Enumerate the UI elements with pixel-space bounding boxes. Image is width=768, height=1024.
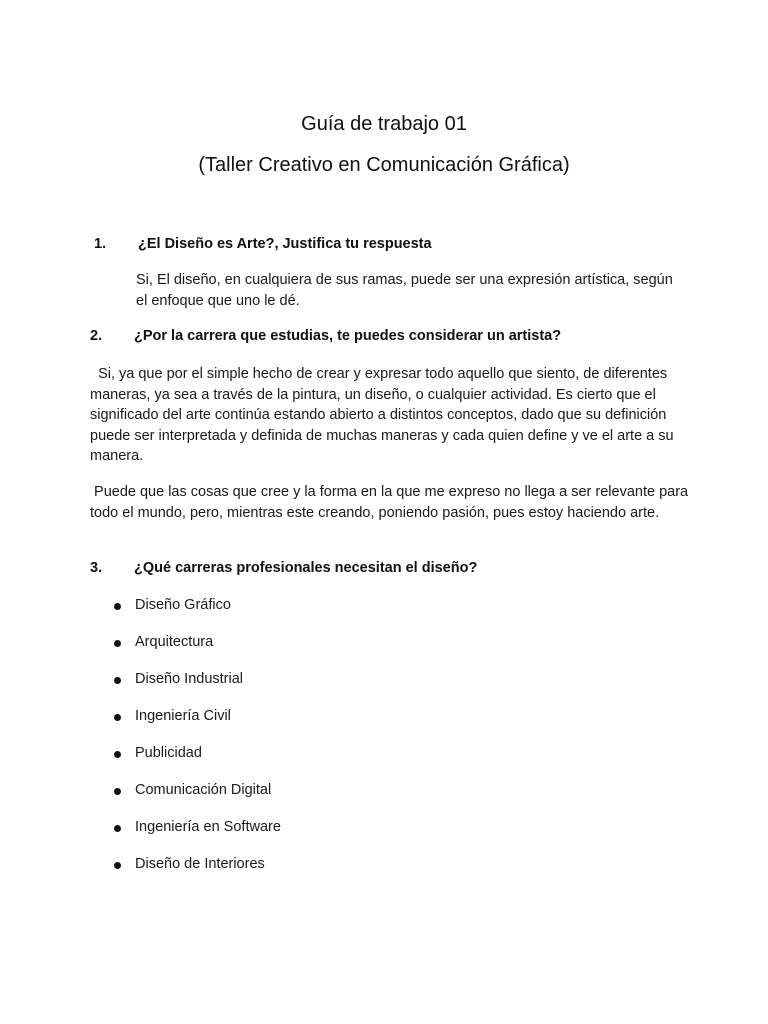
bullet-icon	[114, 825, 121, 832]
bullet-icon	[114, 677, 121, 684]
bullet-icon	[114, 714, 121, 721]
bullet-icon	[114, 751, 121, 758]
question-text: ¿Por la carrera que estudias, te puedes considerar un artista?	[134, 328, 562, 344]
answer-1-paragraph: Si, El diseño, en cualquiera de sus ramas, puede ser una expresión artística, según el enfoque que uno le dé.	[136, 272, 673, 309]
document-subtitle: (Taller Creativo en Comunicación Gráfica)	[198, 154, 570, 176]
bullet-icon	[114, 640, 121, 647]
question-number: 3.	[90, 560, 103, 576]
document-title: Guía de trabajo 01	[301, 113, 467, 135]
bullet-icon	[114, 788, 121, 795]
question-number: 2.	[90, 328, 103, 344]
bullet-icon	[114, 862, 121, 869]
answer-2-paragraph-1: Si, ya que por el simple hecho de crear y expresar todo aquello que siento, de diferentes maneras, ya sea a través de la pintura, un diseño, o cualquier actividad. Es cierto que el significado del arte continúa estando abierto a distintos conceptos, dado que su definición puede ser interpretada y definida de muchas maneras y cada quien define y ve el arte a su manera.	[90, 366, 674, 464]
document-page: Guía de trabajo 01 (Taller Creativo en Comunicación Gráfica) 1. ¿El Diseño es Arte?, Justifica tu respuesta Si, El diseño, en cualquiera de sus ramas, puede ser una expresión artística, según el enfoque que uno le dé. 2. ¿Por la carrera que estudias, te puedes considerar un artista? Si, ya que por el simple hecho de crear y expresar todo aquello que siento, de diferentes maneras, ya sea a través de la pintura, un diseño, o cualquier actividad. Es cierto que el significado del arte continúa estando abierto a distintos conceptos, dado que su definición puede ser interpretada y definida de muchas maneras y cada quien define y ve el arte a su manera. Puede que las cosas que cree y la forma en la que me expreso no llega a ser relevante para todo el mundo, pero, mientras este creando, poniendo pasión, pues estoy haciendo arte. 3. ¿Qué carreras profesionales necesitan el diseño? Diseño Gráfico Arquitectura Diseño Industrial Ingeniería Civil Publicidad Comunicación Digital Ingeniería en Software Diseño de Interiores	[0, 0, 768, 1024]
question-text: ¿Qué carreras profesionales necesitan el diseño?	[134, 560, 478, 576]
bullet-icon	[114, 603, 121, 610]
question-number: 1.	[94, 236, 107, 252]
question-text: ¿El Diseño es Arte?, Justifica tu respuesta	[138, 236, 432, 252]
answer-2-paragraph-2: Puede que las cosas que cree y la forma en la que me expreso no llega a ser relevante para todo el mundo, pero, mientras este creando, poniendo pasión, pues estoy haciendo arte.	[90, 484, 689, 521]
